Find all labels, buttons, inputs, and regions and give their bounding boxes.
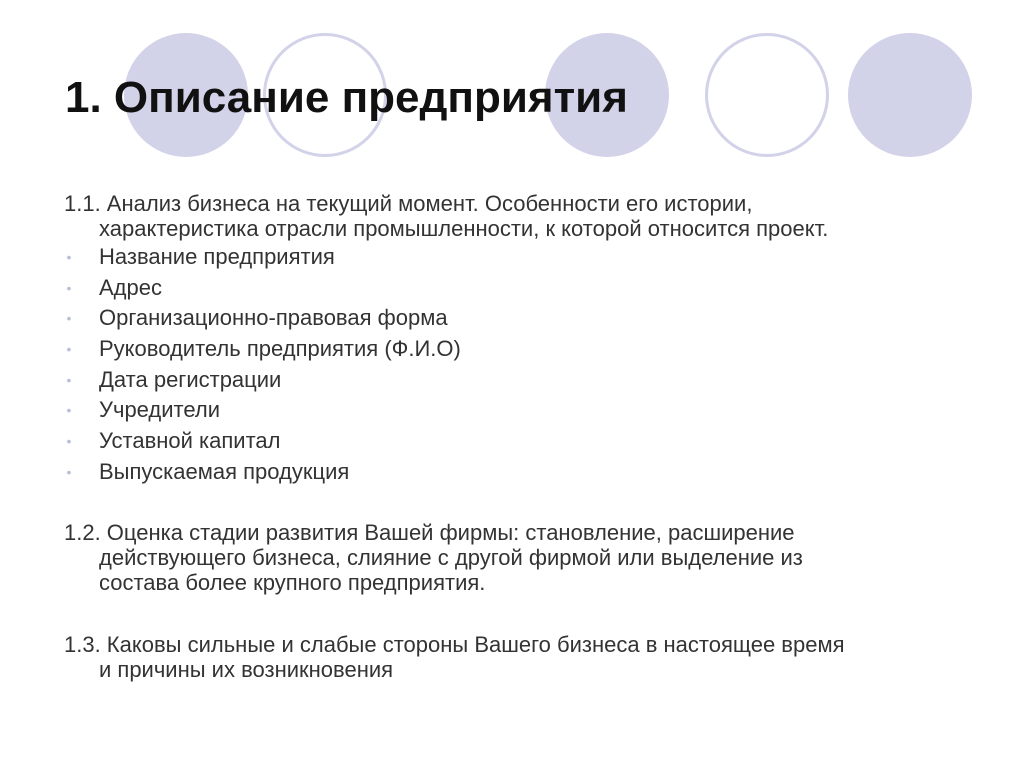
list-item-label: Руководитель предприятия (Ф.И.О): [99, 336, 461, 362]
bullet-circle-icon: •: [66, 341, 72, 358]
list-item-label: Название предприятия: [99, 244, 335, 269]
paragraph-line: 1.1. Анализ бизнеса на текущий момент. Особенности его истории,: [64, 191, 753, 216]
paragraph-line: состава более крупного предприятия.: [99, 570, 486, 595]
slide-title: 1. Описание предприятия: [65, 73, 628, 122]
bullet-circle-icon: •: [66, 371, 72, 388]
paragraph-line: характеристика отрасли промышленности, к которой относится проект.: [99, 216, 829, 241]
bullet-circle-icon: •: [66, 463, 72, 480]
list-item-label: Уставной капитал: [99, 428, 281, 454]
paragraph-line: 1.2. Оценка стадии развития Вашей фирмы: становление, расширение: [64, 520, 795, 545]
paragraph-line: действующего бизнеса, слияние с другой фирмой или выделение из: [99, 545, 803, 570]
paragraph-line: и причины их возникновения: [99, 657, 394, 682]
list-item-label: Адрес: [99, 274, 162, 300]
list-item-label: Выпускаемая продукция: [99, 458, 350, 484]
bullet-circle-icon: •: [66, 402, 72, 419]
paragraph-1-1: [64, 191, 984, 241]
paragraph-1-2: [64, 520, 984, 595]
paragraph-line: 1.3. Каковы сильные и слабые стороны Вашего бизнеса в настоящее время: [64, 632, 845, 657]
paragraph-1-3: [64, 632, 984, 682]
bullet-circle-icon: •: [66, 433, 72, 450]
bullet-circle-icon: •: [66, 279, 72, 296]
bullet-circle-icon: •: [66, 310, 72, 327]
list-item-label: Дата регистрации: [99, 366, 282, 392]
list-item-label: Организационно-правовая форма: [99, 305, 448, 331]
list-item-label: Учредители: [99, 397, 221, 423]
bullet-circle-icon: •: [66, 249, 72, 265]
